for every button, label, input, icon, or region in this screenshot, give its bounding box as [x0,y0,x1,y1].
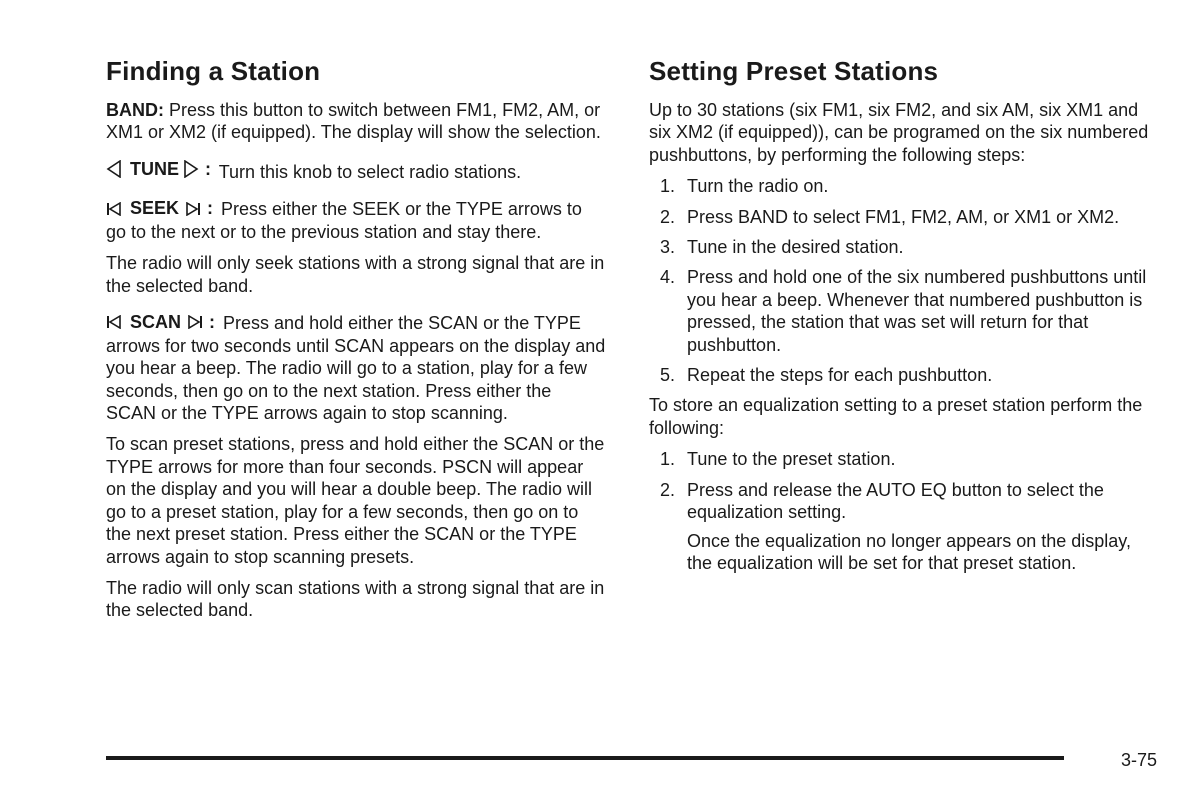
band-paragraph [106,99,606,144]
scan-note: The radio will only scan stations with a strong signal that are in the selected band. [106,577,605,621]
section-heading-setting-presets: Setting Preset Stations [649,56,939,86]
list-item: 2. Press and release the AUTO EQ button to select the equalization setting. [660,479,1104,523]
seek-paragraph [106,197,606,243]
list-item: 5. Repeat the steps for each pushbutton. [660,365,993,386]
band-term: BAND: [106,100,164,120]
list-item: 1. Turn the radio on. [660,176,829,197]
list-item: 3. Tune in the desired station. [660,237,904,258]
seek-right-arrow-icon [185,202,201,216]
right-column [649,56,1149,583]
footer-rule [106,756,1064,760]
tune-right-triangle-icon [183,160,199,178]
scan-paragraph [106,311,606,424]
eq-note: Once the equalization no longer appears on the display, the equalization will be set for that preset station. [687,530,1131,573]
scan-presets-paragraph: To scan preset stations, press and hold either the SCAN or the TYPE arrows for more than four seconds. PSCN will appear on the display and you will hear a double beep. The radio will go to a preset station, play for a few seconds, then go on to the next preset station. Press either the SCAN or the TYPE arrows again to stop scanning presets. [106,434,605,567]
seek-control-label [106,197,213,219]
seek-colon: : [207,198,214,219]
preset-steps-list [649,175,1149,386]
seek-term: SEEK [130,198,180,219]
section-heading-finding-station: Finding a Station [106,56,321,86]
seek-note: The radio will only seek stations with a strong signal that are in the selected band. [106,253,605,296]
eq-steps-list [649,448,1149,523]
scan-left-arrow-icon [106,315,122,329]
tune-colon: : [205,158,211,179]
list-item: 2. Press BAND to select FM1, FM2, AM, or XM1 or XM2. [660,206,1120,227]
scan-right-arrow-icon [187,315,203,329]
scan-term: SCAN [130,312,182,333]
tune-control-label [106,158,211,180]
tune-left-triangle-icon [106,160,122,178]
tune-term: TUNE [130,158,179,179]
page-number: 3-75 [1120,750,1157,770]
preset-intro: Up to 30 stations (six FM1, six FM2, and six AM, six XM1 and six XM2 (if equipped)), can be programed on the six numbered pushbuttons, by performing the following steps: [649,100,1149,165]
left-column [106,56,606,631]
tune-paragraph [106,158,606,184]
seek-text: Press either the SEEK or the TYPE arrows to go to the next or to the previous station and stay there. [106,199,582,243]
band-text: Press this button to switch between FM1, FM2, AM, or XM1 or XM2 (if equipped). The display will show the selection. [106,100,601,143]
eq-intro: To store an equalization setting to a preset station perform the following: [649,395,1143,438]
scan-control-label [106,311,215,333]
list-item: 1. Tune to the preset station. [660,449,896,470]
list-item: 4. Press and hold one of the six numbered pushbuttons until you hear a beep. Whenever that numbered pushbutton is pressed, the station that was set will return for that pushbutton. [660,267,1147,355]
scan-text: Press and hold either the SCAN or the TYPE arrows for two seconds until SCAN appears on the display and you hear a beep. The radio will go to a station, play for a few seconds, then go on to the next station. Press either the SCAN or the TYPE arrows again to stop scanning. [106,313,606,424]
seek-left-arrow-icon [106,202,122,216]
tune-text: Turn this knob to select radio stations. [218,162,522,183]
scan-colon: : [209,312,216,333]
